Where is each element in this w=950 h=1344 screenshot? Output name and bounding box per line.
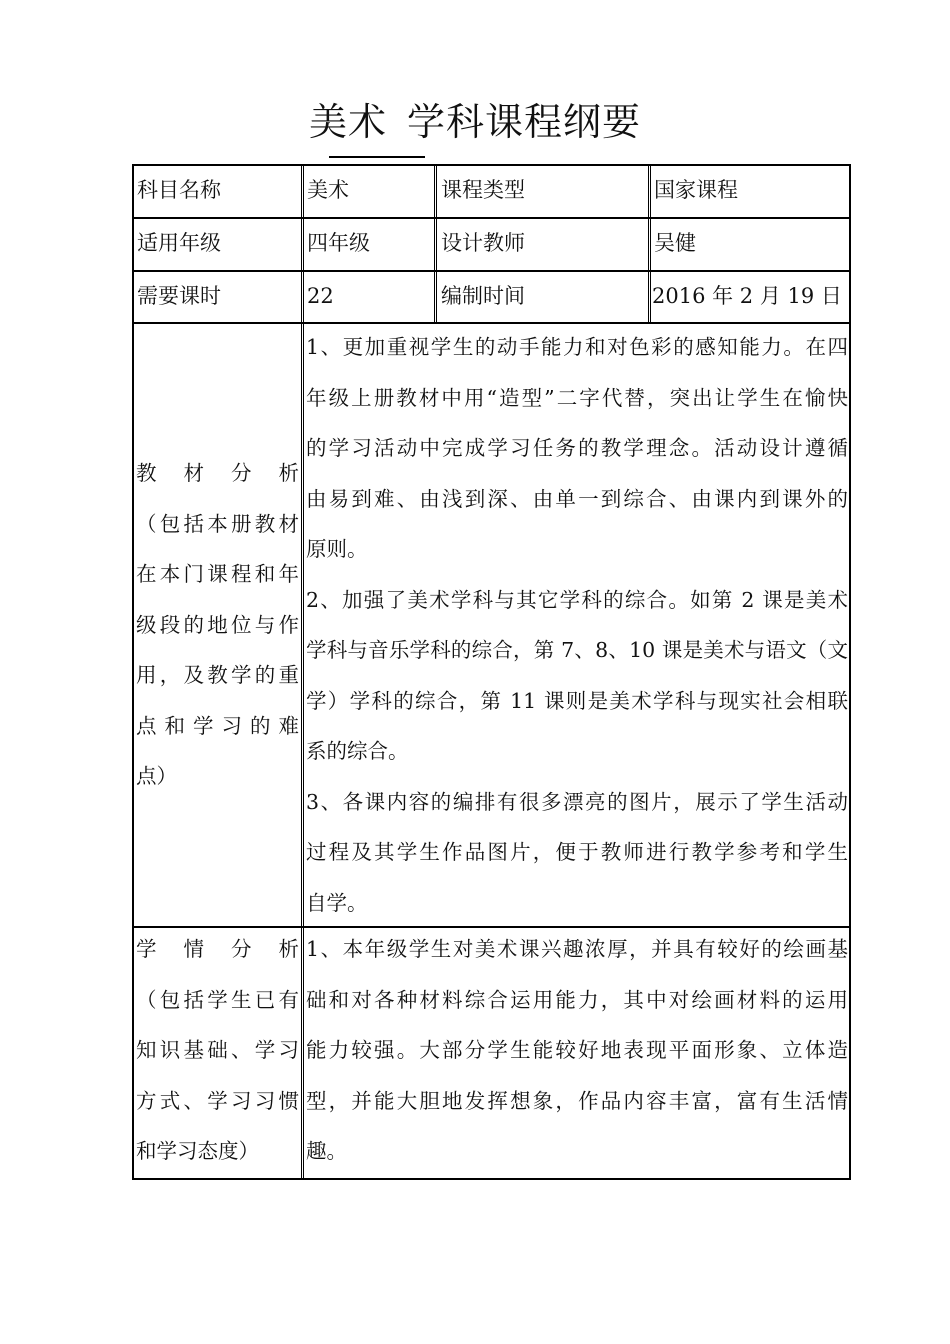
- content-line: 学）学科的综合，第 11 课则是美术学科与现实社会相联: [306, 688, 848, 713]
- content-line: 系的综合。: [306, 739, 409, 763]
- content-line: 年级上册教材中用“造型”二字代替，突出让学生在愉快: [306, 385, 848, 410]
- title-underline: [329, 156, 425, 158]
- label-line: 在本门课程和年: [136, 562, 299, 586]
- content-line: 由易到难、由浅到深、由单一到综合、由课内到课外的: [306, 486, 848, 511]
- label-line: （包括本册教材: [136, 511, 299, 536]
- label-line: 教 材 分 析: [136, 461, 299, 485]
- textbook-analysis-label: [136, 448, 299, 802]
- page-title: [0, 96, 950, 148]
- content-line: 过程及其学生作品图片，便于教师进行教学参考和学生: [306, 840, 848, 864]
- content-line: 1、本年级学生对美术课兴趣浓厚，并具有较好的绘画基: [306, 937, 848, 961]
- label-line: 点 和 学 习 的 难: [136, 713, 299, 738]
- textbook-analysis-content: [306, 322, 848, 928]
- content-line: 型，并能大胆地发挥想象，作品内容丰富，富有生活情: [306, 1088, 848, 1113]
- value-grade: 四年级: [307, 231, 370, 255]
- content-line: 趣。: [306, 1139, 347, 1163]
- value-designer: 吴健: [654, 231, 696, 255]
- label-line: （包括学生已有: [136, 987, 299, 1012]
- value-hours: 22: [307, 284, 334, 308]
- value-subject-name: 美术: [307, 178, 349, 202]
- label-designer: 设计教师: [441, 231, 525, 255]
- row-divider: [132, 217, 851, 219]
- content-line: 础和对各种材料综合运用能力，其中对绘画材料的运用: [306, 987, 848, 1012]
- row-divider: [132, 270, 851, 272]
- label-line: 方式、学习习惯: [136, 1088, 299, 1113]
- label-line: 学 情 分 析: [136, 937, 299, 961]
- title-subject: 美术: [308, 100, 387, 144]
- student-analysis-content: [306, 924, 848, 1177]
- content-line: 的学习活动中完成学习任务的教学理念。活动设计遵循: [306, 436, 848, 460]
- title-main: 学科课程纲要: [407, 100, 642, 144]
- label-line: 和学习态度）: [136, 1139, 259, 1163]
- label-compile-date: 编制时间: [441, 284, 525, 308]
- col-divider: [301, 164, 304, 1180]
- content-line: 原则。: [306, 537, 368, 561]
- content-line: 自学。: [306, 890, 368, 915]
- content-line: 2、加强了美术学科与其它学科的综合。如第 2 课是美术: [306, 587, 848, 612]
- label-hours: 需要课时: [137, 284, 221, 308]
- content-line: 能力较强。大部分学生能较好地表现平面形象、立体造: [306, 1038, 848, 1062]
- label-subject-name: 科目名称: [137, 178, 221, 202]
- content-line: 1、更加重视学生的动手能力和对色彩的感知能力。在四: [306, 335, 848, 359]
- value-compile-date: 2016 年 2 月 19 日: [652, 284, 842, 308]
- label-course-type: 课程类型: [441, 178, 525, 202]
- label-grade: 适用年级: [137, 231, 221, 255]
- label-line: 知识基础、学习: [136, 1038, 299, 1062]
- content-line: 3、各课内容的编排有很多漂亮的图片，展示了学生活动: [306, 789, 848, 814]
- student-analysis-label: [136, 924, 299, 1177]
- content-line: 学科与音乐学科的综合，第 7、8、10 课是美术与语文（文: [306, 638, 848, 662]
- col-divider: [648, 164, 651, 322]
- label-line: 点）: [136, 764, 177, 788]
- col-divider: [434, 164, 437, 322]
- label-line: 用，及教学的重: [136, 663, 299, 687]
- label-line: 级段的地位与作: [136, 612, 299, 637]
- value-course-type: 国家课程: [654, 178, 738, 202]
